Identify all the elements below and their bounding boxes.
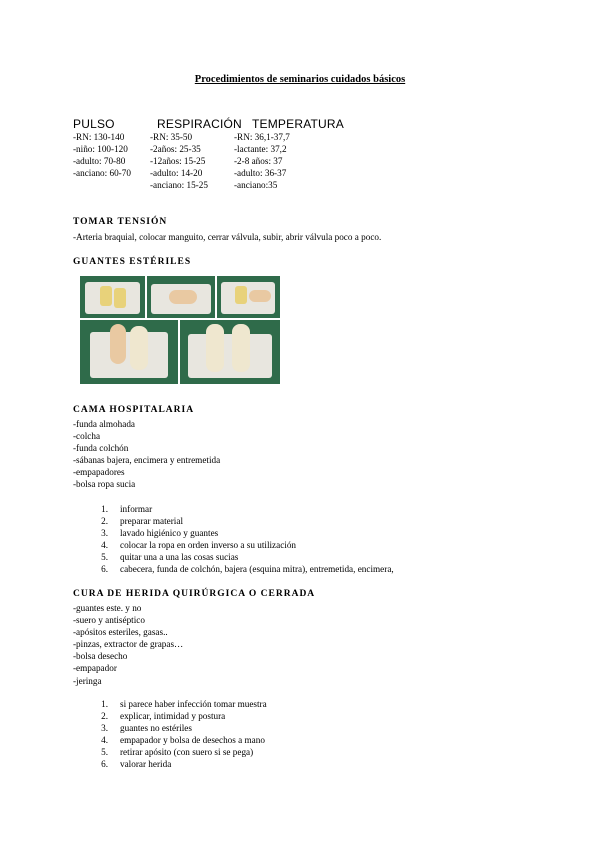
respiracion-value: -anciano: 15-25 [150, 180, 208, 191]
step-text: lavado higiénico y guantes [120, 528, 219, 539]
respiracion-value: -2años: 25-35 [150, 144, 201, 155]
guantes-heading: GUANTES ESTÉRILES [73, 257, 192, 267]
pulso-value: -anciano: 60-70 [73, 168, 131, 179]
herida-steps [90, 698, 267, 771]
step-number: 3. [101, 723, 108, 734]
list-item: -jeringa [73, 675, 102, 686]
respiracion-value: -12años: 15-25 [150, 156, 206, 167]
step-text: preparar material [120, 516, 183, 527]
list-item: -empapadores [73, 467, 125, 478]
temperatura-value: -lactante: 37,2 [234, 144, 287, 155]
respiracion-column [150, 131, 208, 191]
temperatura-value: -2-8 años: 37 [234, 156, 283, 167]
step-number: 6. [101, 759, 108, 770]
step-number: 6. [101, 564, 108, 575]
step-text: si parece haber infección tomar muestra [120, 699, 267, 709]
list-item: -bolsa ropa sucia [73, 479, 136, 490]
pulso-header: PULSO [73, 117, 115, 131]
temperatura-header: TEMPERATURA [252, 117, 344, 131]
gloves-photo-4 [80, 320, 178, 384]
step-text: informar [120, 504, 153, 514]
pulso-value: -niño: 100-120 [73, 144, 128, 155]
gloves-photo-3 [217, 276, 280, 318]
step-number: 1. [101, 699, 108, 709]
temperatura-value: -RN: 36,1-37,7 [234, 132, 290, 142]
list-item: -funda almohada [73, 419, 135, 429]
herida-items [73, 602, 183, 687]
step-number: 3. [101, 528, 108, 539]
respiracion-value: -adulto: 14-20 [150, 168, 203, 179]
cama-heading: CAMA HOSPITALARIA [73, 405, 195, 415]
gloves-photo-1 [80, 276, 145, 318]
temperatura-column [234, 131, 290, 191]
step-text: guantes no estériles [120, 723, 192, 734]
step-text: empapador y bolsa de desechos a mano [120, 735, 265, 746]
list-item: -empapador [73, 663, 117, 674]
gloves-photo-collage [80, 276, 280, 384]
cama-items [73, 418, 220, 491]
step-text: retirar apósito (con suero si se pega) [120, 747, 254, 758]
list-item: -suero y antiséptico [73, 615, 145, 626]
pulso-value: -RN: 130-140 [73, 132, 125, 142]
list-item: -guantes este. y no [73, 603, 142, 613]
list-item: -sábanas bajera, encimera y entremetida [73, 455, 221, 466]
step-number: 4. [101, 735, 108, 746]
list-item: -bolsa desecho [73, 651, 128, 662]
step-text: valorar herida [120, 759, 172, 770]
step-text: explicar, intimidad y postura [120, 711, 226, 722]
step-text: cabecera, funda de colchón, bajera (esquina mitra), entremetida, encimera, [120, 564, 394, 575]
pulso-column [73, 131, 131, 179]
step-text: colocar la ropa en orden inverso a su utilización [120, 540, 297, 551]
temperatura-value: -adulto: 36-37 [234, 168, 287, 179]
tension-text: -Arteria braquial, colocar manguito, cerrar válvula, subir, abrir válvula poco a poco. [73, 232, 382, 242]
gloves-photo-2 [147, 276, 215, 318]
list-item: -pinzas, extractor de grapas… [73, 639, 184, 650]
step-number: 5. [101, 747, 108, 758]
step-number: 1. [101, 504, 108, 514]
page-title: Procedimientos de seminarios cuidados básicos [194, 74, 406, 85]
cama-steps [90, 503, 394, 576]
temperatura-value: -anciano:35 [234, 180, 278, 191]
gloves-photo-5 [180, 320, 280, 384]
step-text: quitar una a una las cosas sucias [120, 552, 239, 563]
tension-heading: TOMAR TENSIÓN [73, 217, 168, 227]
list-item: -colcha [73, 431, 101, 442]
respiracion-header: RESPIRACIÓN [157, 117, 242, 131]
respiracion-value: -RN: 35-50 [150, 132, 193, 142]
list-item: -funda colchón [73, 443, 129, 454]
herida-heading: CURA DE HERIDA QUIRÚRGICA O CERRADA [73, 589, 316, 599]
step-number: 2. [101, 516, 108, 527]
pulso-value: -adulto: 70-80 [73, 156, 126, 167]
step-number: 2. [101, 711, 108, 722]
step-number: 5. [101, 552, 108, 563]
step-number: 4. [101, 540, 108, 551]
list-item: -apósitos esteriles, gasas.. [73, 627, 168, 638]
